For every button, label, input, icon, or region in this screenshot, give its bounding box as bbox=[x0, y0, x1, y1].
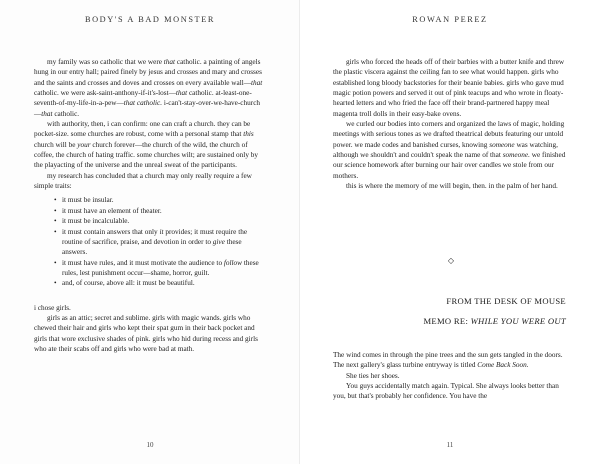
paragraph: girls as an attic; secret and sublime. girls with magic wands. girls who chewed their hair and girls who kept their spat gum in their back pocket and girls that wore exclusive shades of pink. girls who hid during recess and girls who ate their scabs off and girls who were bad at math. bbox=[34, 313, 258, 353]
memo-text-block bbox=[333, 350, 566, 402]
list-item: • it must have rules, and it must motivate the audience to follow these rules, lest punishment occur—shame, horror, guilt. bbox=[54, 258, 267, 279]
paragraph: this is where the memory of me will begin, then. in the palm of her hand. bbox=[346, 182, 558, 191]
right-text-block bbox=[333, 57, 566, 191]
paragraph: we curled our bodies into corners and organized the laws of magic, holding meetings with serious tones as we drafted theatrical debuts featuring our untold power. we made codes and banished curses, knowing someone was watching, although we shouldn't and couldn't speak the name of that someone. we finished our science homework after burning our hair over candles we stole from our mothers. bbox=[333, 120, 566, 180]
running-head-right: ROWAN PEREZ bbox=[412, 15, 488, 24]
list-item: • it must contain answers that only it provides; it must require the routine of sacrifice, praise, and devotion in order to give these answers. bbox=[54, 227, 267, 258]
paragraph: with authority, then, i can confirm: one can craft a church. they can be pocket-size. some churches are robust, come with a personal stamp that this church will be your church forever—the church of the wild, the church of coffee, the church of hating traffic. some churches wilt; are sustained only by the playacting of the universe and the unreal sweat of the participants. bbox=[34, 120, 259, 170]
list-item: • it must have an element of theater. bbox=[54, 206, 267, 216]
memo-heading: MEMO RE: WHILE YOU WERE OUT bbox=[423, 316, 566, 326]
section-heading: FROM THE DESK OF MOUSE bbox=[446, 296, 566, 306]
list-item: • it must be insular. bbox=[54, 195, 267, 205]
paragraph: She ties her shoes. bbox=[346, 371, 400, 380]
paragraph: my family was so catholic that we were that catholic. a painting of angels hung in our entry hall; paired finely by jesus and crosses and mary and crosses and the saints and crosses and doves and crosses on every available wall—that catholic. we were ask-saint-anthony-if-it's-lost—that catholic. at-least-one-seventh-of-my-life-in-a-pew—that catholic. i-can't-stay-over-we-have-church—that catholic. bbox=[34, 58, 263, 118]
page-number-right: 11 bbox=[446, 441, 454, 449]
list-item: • it must be incalculable. bbox=[54, 216, 267, 226]
list-item: • and, of course, above all: it must be beautiful. bbox=[54, 278, 267, 288]
page-number-left: 10 bbox=[146, 441, 154, 449]
paragraph: You guys accidentally match again. Typical. She always looks better than you, but that's probably her confidence. You have the bbox=[333, 382, 559, 401]
left-text-block bbox=[34, 57, 267, 354]
traits-list bbox=[34, 195, 267, 288]
paragraph: The wind comes in through the pine trees and the sun gets tangled in the doors. The next gallery's glass turbine entryway is titled Come Back Soon. bbox=[333, 351, 563, 370]
running-head-left: BODY'S A BAD MONSTER bbox=[84, 15, 216, 24]
paragraph: girls who forced the heads off of their barbies with a butter knife and threw the plastic viscera against the ceiling fan to see what would happen. girls who established long bloody backstories for their beanie babies. girls who gave mud magic potion powers and served it out of pink teacups and who wrote in floaty-hearted letters and who fried the face off their brand-partnered happy meal magenta troll dolls in their easy-bake ovens. bbox=[333, 58, 565, 118]
diamond-ornament-icon: ◇ bbox=[447, 256, 455, 265]
right-page bbox=[300, 0, 600, 464]
paragraph: i chose girls. bbox=[34, 303, 71, 312]
paragraph: my research has concluded that a church may only really require a few simple traits: bbox=[34, 171, 252, 191]
